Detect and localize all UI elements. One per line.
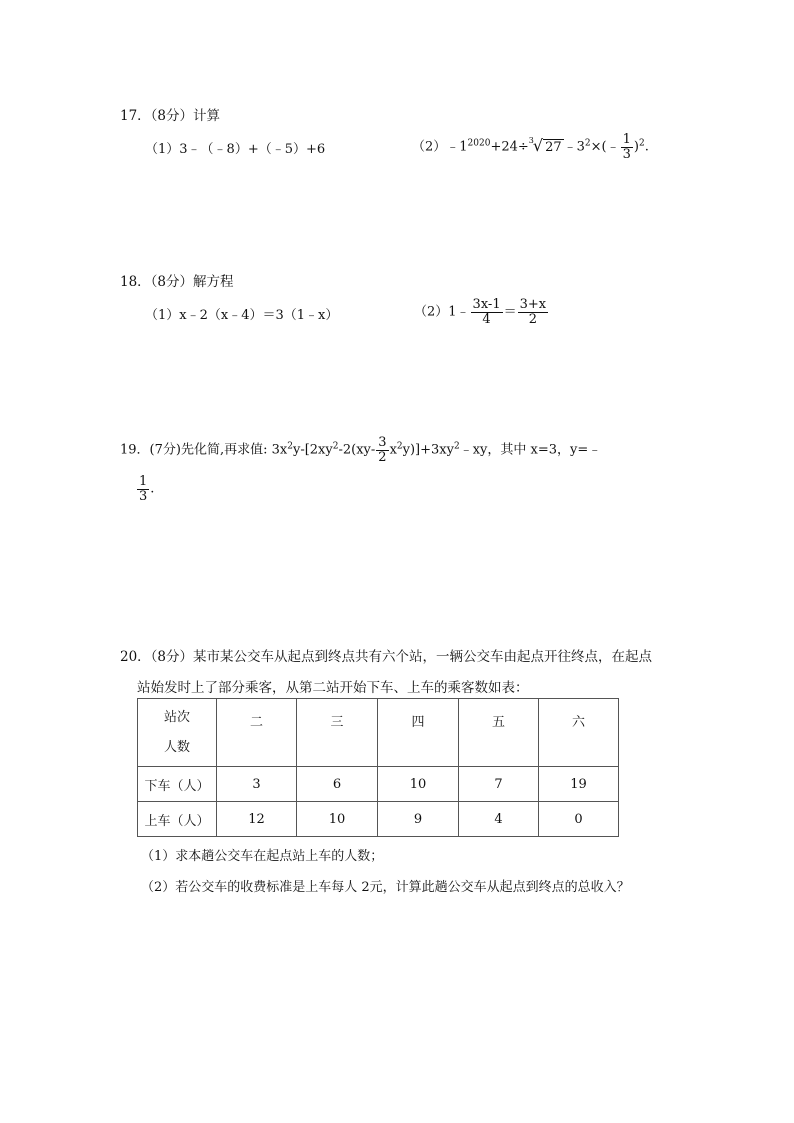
row-label-board: 上车（人） [138,802,217,837]
table-cell: 0 [539,802,619,837]
table-row [138,767,619,802]
q20-sub1: （1）求本趟公交车在起点站上车的人数； [141,849,384,864]
table-header-row [138,699,619,767]
table-cell: 9 [378,802,459,837]
q18-title: 18．（8分）解方程 [120,274,234,290]
table-cell: 3 [217,767,297,802]
cube-root: $^3$√ 27 [528,135,562,155]
table-row [138,802,619,837]
q17-fraction: $\frac{1}{3}$ [622,132,631,162]
q19-y-value: $\frac{1}{3}$ . [139,474,155,504]
q20-line1: 20．（8分）某市某公交车从起点到终点共有六个站，一辆公交车由起点开往终点，在起点 [120,649,653,665]
station-6: 六 [539,699,619,767]
station-2: 二 [217,699,297,767]
q18-fraction-2: $\frac{3+x}{2}$ [519,297,547,327]
q19-line: 19．(7分)先化简,再求值: $3x^2y-[2xy^2-2(xy-$ $\frac{3}{2}$ $x^2y)]+3xy^2﹣xy$，其中 x=3，y=﹣ [120,435,602,465]
q20-sub2: （2）若公交车的收费标准是上车每人 2元，计算此趟公交车从起点到终点的总收入？ [141,880,630,895]
table-cell: 4 [459,802,539,837]
table-cell: 19 [539,767,619,802]
station-4: 四 [378,699,459,767]
table-cell: 7 [459,767,539,802]
q20-line2: 站始发时上了部分乘客，从第二站开始下车、上车的乘客数如表： [137,680,529,696]
table-corner-cell: 站次 人数 [138,699,217,767]
table-cell: 10 [297,802,378,837]
table-cell: 10 [378,767,459,802]
q18-fraction-1: $\frac{3x-1}{4}$ [472,297,501,327]
table-cell: 12 [217,802,297,837]
q17-part2: $(2)﹣1^{2020}+24\div^3√$ 27 $﹣3^2\times(﹣$ $\frac{1}{3}$ )$^2$. [412,132,649,162]
passenger-table [137,698,619,837]
table-cell: 6 [297,767,378,802]
q19-last-fraction: $\frac{1}{3}$ [139,474,148,504]
row-label-alight: 下车（人） [138,767,217,802]
q18-part2: （2）1﹣ $\frac{3x-1}{4}$ ＝ $\frac{3+x}{2}$ [414,297,547,327]
q19-fraction: $\frac{3}{2}$ [378,435,387,465]
station-3: 三 [297,699,378,767]
q17-part1: （1）3﹣（﹣8）+（﹣5）+6 [145,142,326,157]
q17-title: 17．（8分）计算 [120,108,221,124]
station-5: 五 [459,699,539,767]
q18-part1: （1）x﹣2（x﹣4）＝3（1﹣x） [145,308,339,323]
